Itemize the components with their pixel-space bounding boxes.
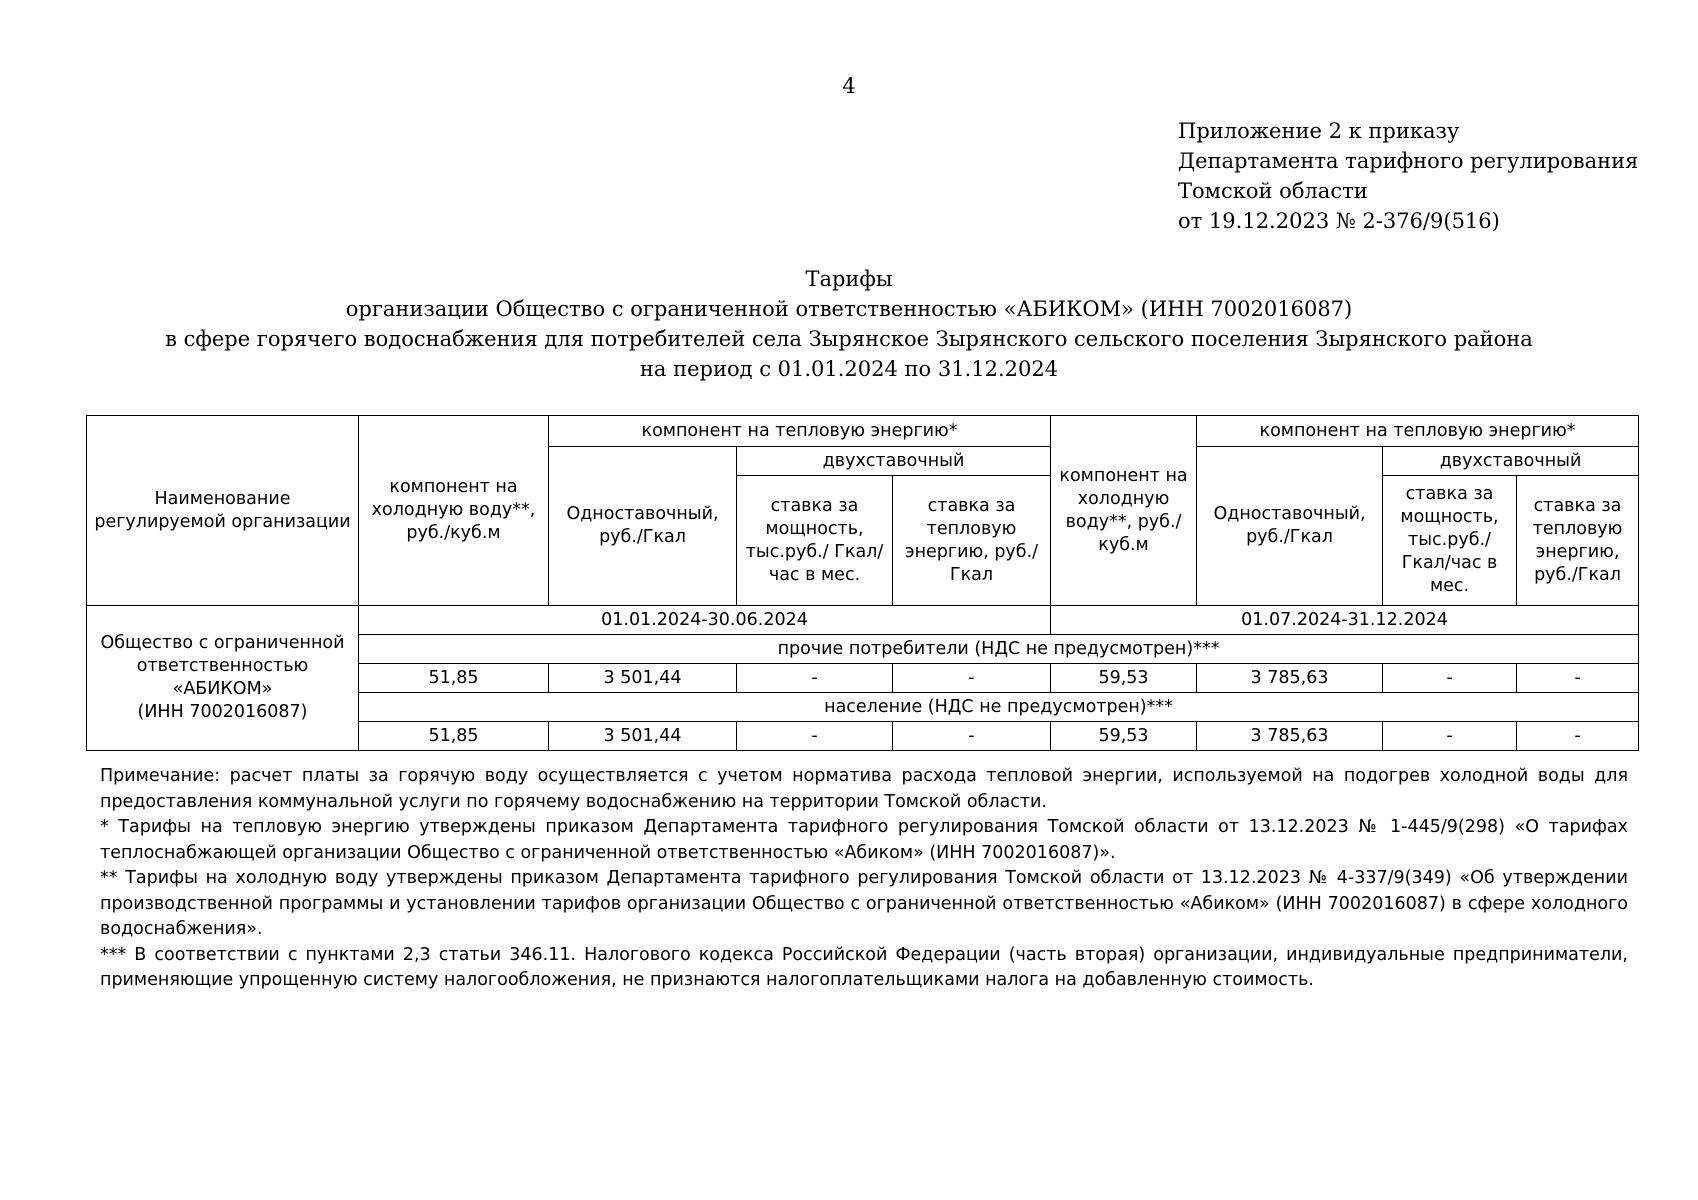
appendix-line: Приложение 2 к приказу (1178, 119, 1460, 143)
header-heat-component-2: компонент на тепловую энергию* (1197, 416, 1639, 447)
header-cold-water: компонент на холодную воду**, руб./куб.м (359, 416, 549, 606)
document-title (0, 264, 1698, 384)
table-cell: 3 501,44 (549, 722, 737, 751)
header-heat-component: компонент на тепловую энергию* (549, 416, 1051, 447)
period-first: 01.01.2024-30.06.2024 (359, 606, 1051, 635)
page-number: 4 (842, 74, 856, 98)
header-energy-rate-2: ставка за тепловую энергию, руб./Гкал (1517, 476, 1639, 606)
header-energy-rate: ставка за тепловую энергию, руб./Гкал (893, 476, 1051, 606)
org-line: (ИНН 7002016087) (137, 702, 308, 722)
org-line: ответственностью (136, 656, 309, 676)
table-cell: - (737, 664, 893, 693)
org-line: Общество с ограниченной (100, 633, 345, 653)
appendix-header (1178, 116, 1638, 236)
table-cell: - (1383, 722, 1517, 751)
table-cell: 3 785,63 (1197, 664, 1383, 693)
table-cell: 51,85 (359, 664, 549, 693)
table-cell: - (1383, 664, 1517, 693)
header-single-rate-2: Одноставочный, руб./Гкал (1197, 447, 1383, 606)
group-label-other: прочие потребители (НДС не предусмотрен)*** (359, 635, 1639, 664)
table-cell: - (1517, 722, 1639, 751)
table-cell: 59,53 (1051, 664, 1197, 693)
table-cell: 3 501,44 (549, 664, 737, 693)
title-line: организации Общество с ограниченной ответственностью «АБИКОМ» (ИНН 7002016087) (345, 297, 1353, 321)
table-cell: - (737, 722, 893, 751)
group-label-population: население (НДС не предусмотрен)*** (359, 693, 1639, 722)
header-capacity-rate-2: ставка за мощность, тыс.руб./ Гкал/час в мес. (1383, 476, 1517, 606)
appendix-line: Томской области (1178, 179, 1368, 203)
header-two-rate: двухставочный (737, 447, 1051, 476)
table-cell: - (893, 664, 1051, 693)
footnote-1: * Тарифы на тепловую энергию утверждены приказом Департамента тарифного регулирования Томской области от 13.12.2023 № 1-445/9(298) «О тарифах теплоснабжающей организации Общество с ограниченной ответственностью «Абиком» (ИНН 7002016087)». (100, 817, 1628, 863)
title-line: на период с 01.01.2024 по 31.12.2024 (639, 357, 1059, 381)
appendix-line: от 19.12.2023 № 2-376/9(516) (1178, 209, 1500, 233)
title-line: Тарифы (805, 267, 893, 291)
table-cell: 51,85 (359, 722, 549, 751)
header-capacity-rate: ставка за мощность, тыс.руб./ Гкал/час в мес. (737, 476, 893, 606)
table-cell: - (1517, 664, 1639, 693)
header-two-rate-2: двухставочный (1383, 447, 1639, 476)
tariff-table (86, 415, 1639, 751)
footnote-2: ** Тарифы на холодную воду утверждены приказом Департамента тарифного регулирования Томской области от 13.12.2023 № 4-337/9(349) «Об утверждении производственной программы и установлении тарифов организации Общество с ограниченной ответственностью «Абиком» (ИНН 7002016087) в сфере холодного водоснабжения». (100, 868, 1628, 939)
table-cell: - (893, 722, 1051, 751)
appendix-line: Департамента тарифного регулирования (1178, 149, 1639, 173)
header-org-name: Наименование регулируемой организации (87, 416, 359, 606)
note-paragraph: Примечание: расчет платы за горячую воду осуществляется с учетом норматива расхода тепловой энергии, используемой на подогрев холодной воды для предоставления коммунальной услуги по горячему водоснабжению на территории Томской области. (100, 766, 1628, 812)
table-cell: 3 785,63 (1197, 722, 1383, 751)
footnote-3: *** В соответствии с пунктами 2,3 статьи 346.11. Налогового кодекса Российской Федерации (часть вторая) организации, индивидуальные предприниматели, применяющие упрощенную систему налогообложения, не признаются налогоплательщиками налога на добавленную стоимость. (100, 944, 1628, 990)
table-cell: 59,53 (1051, 722, 1197, 751)
footnotes (100, 764, 1628, 994)
header-cold-water-2: компонент на холодную воду**, руб./куб.м (1051, 416, 1197, 606)
org-name-cell (87, 606, 359, 751)
header-single-rate: Одноставочный, руб./Гкал (549, 447, 737, 606)
org-line: «АБИКОМ» (172, 679, 273, 699)
period-second: 01.07.2024-31.12.2024 (1051, 606, 1639, 635)
title-line: в сфере горячего водоснабжения для потребителей села Зырянское Зырянского сельского поселения Зырянского района (165, 327, 1533, 351)
